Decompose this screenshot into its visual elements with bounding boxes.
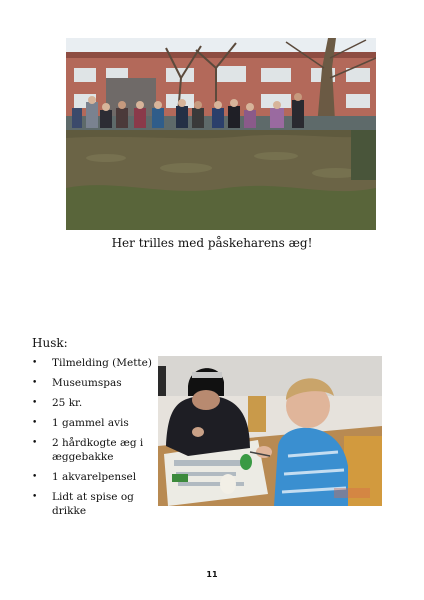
list-item: • 2 hårdkogte æg i æggebakke xyxy=(30,436,160,464)
egg-painting-photo xyxy=(158,356,382,506)
list-item: • Museumspas xyxy=(30,376,160,390)
list-item: • Lidt at spise og drikke xyxy=(30,490,160,518)
egg-rolling-photo xyxy=(66,38,376,230)
checklist-heading: Husk: xyxy=(32,336,68,350)
list-item: • Tilmelding (Mette) xyxy=(30,356,160,370)
photo-caption: Her trilles med påskeharens æg! xyxy=(111,236,313,250)
list-item: • 1 akvarelpensel xyxy=(30,470,160,484)
list-item: • 25 kr. xyxy=(30,396,160,410)
list-item: • 1 gammel avis xyxy=(30,416,160,430)
page-number: 11 xyxy=(206,570,218,579)
checklist xyxy=(30,356,160,524)
